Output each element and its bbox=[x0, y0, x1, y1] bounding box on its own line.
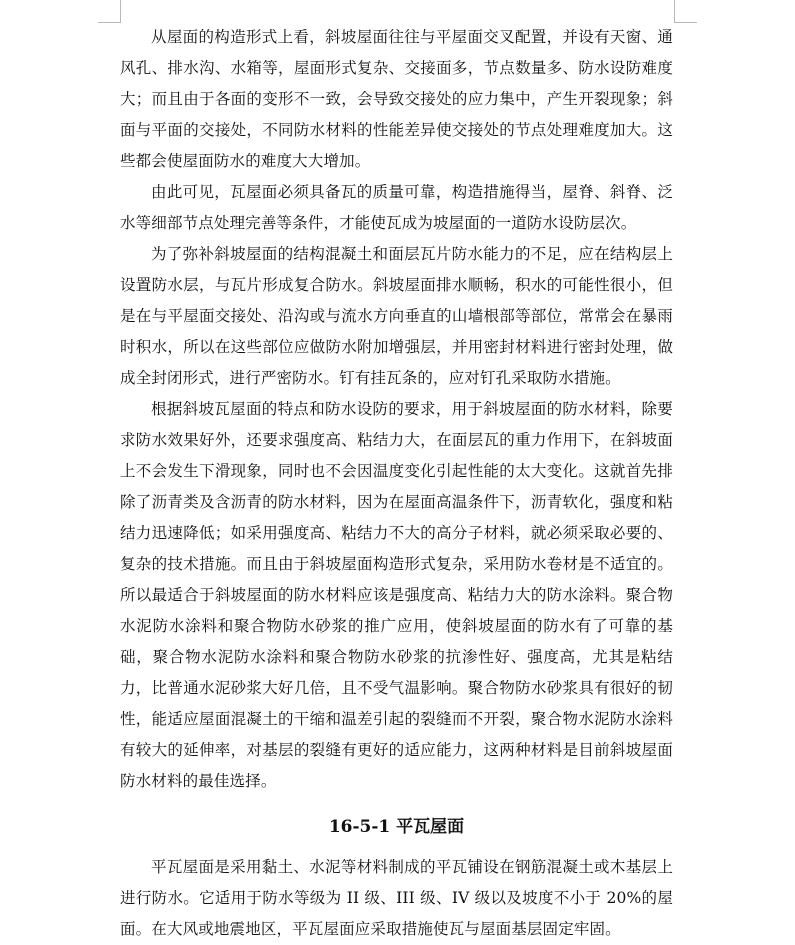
paragraph-waterproof-materials: 根据斜坡瓦屋面的特点和防水设防的要求，用于斜坡屋面的防水材料，除要求防水效果好外，还要求强度高、粘结力大，在面层瓦的重力作用下，在斜坡面上不会发生下滑现象，同时也不会因温度变化引起性能的太大变化。这就首先排除了沥青类及含沥青的防水材料，因为在屋面高温条件下，沥青软化，强度和粘结力迅速降低；如采用强度高、粘结力不大的高分子材料，就必须采取必要的、复杂的技术措施。而且由于斜坡屋面构造形式复杂，采用防水卷材是不适宜的。所以最适合于斜坡屋面的防水材料应该是强度高、粘结力大的防水涂料。聚合物水泥防水涂料和聚合物防水砂浆的推广应用，使斜坡屋面的防水有了可靠的基础，聚合物水泥防水涂料和聚合物防水砂浆的抗渗性好、强度高，尤其是粘结力，比普通水泥砂浆大好几倍，且不受气温影响。聚合物防水砂浆具有很好的韧性，能适应屋面混凝土的干缩和温差引起的裂缝而不开裂，聚合物水泥防水涂料有较大的延伸率，对基层的裂缝有更好的适应能力，这两种材料是目前斜坡屋面防水材料的最佳选择。 bbox=[120, 400, 673, 790]
paragraph-composite-waterproofing: 为了弥补斜坡屋面的结构混凝土和面层瓦片防水能力的不足，应在结构层上设置防水层，与瓦片形成复合防水。斜坡屋面排水顺畅，积水的可能性很小，但是在与平屋面交接处、沿沟或与流水方向垂直的山墙根部等部位，常常会在暴雨时积水，所以在这些部位应做防水附加增强层，并用密封材料进行密封处理，做成全封闭形式，进行严密防水。钉有挂瓦条的，应对钉孔采取防水措施。 bbox=[120, 245, 673, 387]
document-body bbox=[120, 22, 673, 945]
paragraph-roof-construction: 从屋面的构造形式上看，斜坡屋面往往与平屋面交叉配置，并设有天窗、通风孔、排水沟、水箱等，屋面形式复杂、交接面多，节点数量多、防水设防难度大；而且由于各面的变形不一致，会导致交接处的应力集中，产生开裂现象；斜面与平面的交接处，不同防水材料的性能差异使交接处的节点处理难度加大。这些都会使屋面防水的难度大大增加。 bbox=[120, 28, 673, 170]
top-left-margin-mark bbox=[98, 0, 121, 23]
paragraph-tile-roof-conditions: 由此可见，瓦屋面必须具备瓦的质量可靠，构造措施得当，屋脊、斜脊、泛水等细部节点处理完善等条件，才能使瓦成为坡屋面的一道防水设防层次。 bbox=[120, 183, 673, 232]
top-right-margin-mark bbox=[674, 0, 697, 23]
paragraph-flat-tile-roof: 平瓦屋面是采用黏土、水泥等材料制成的平瓦铺设在钢筋混凝土或木基层上进行防水。它适用于防水等级为 II 级、III 级、IV 级以及坡度不小于 20%的屋面。在大风或地震地区，平瓦屋面应采取措施使瓦与屋面基层固定牢固。 bbox=[120, 858, 673, 938]
section-heading: 16-5-1 平瓦屋面 bbox=[328, 817, 465, 837]
